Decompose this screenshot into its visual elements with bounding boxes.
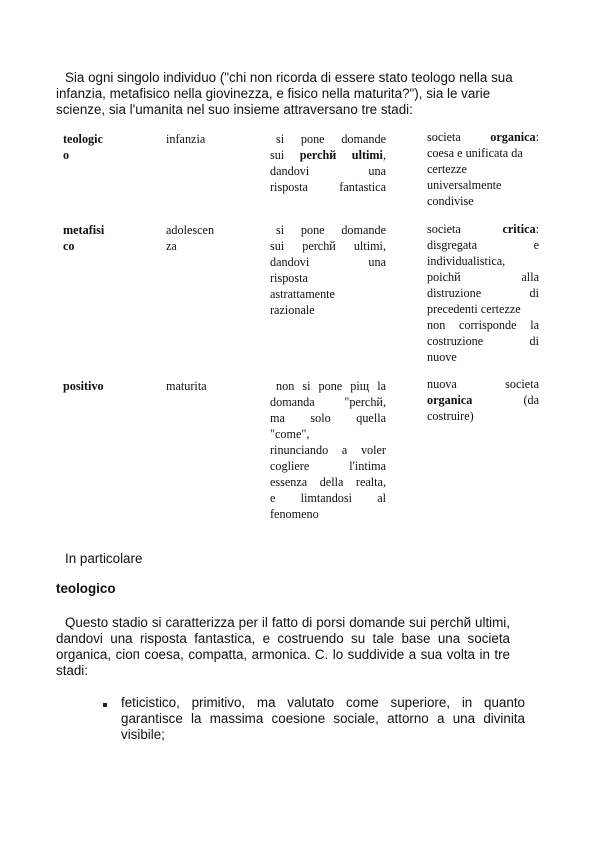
- stage-description-teologico: si pone domande sui perchй ultimi, dandovi una risposta fantastica: [270, 132, 386, 194]
- stage-age-maturita: maturita: [166, 379, 207, 393]
- stage-name-teologico: teologic o: [63, 132, 103, 162]
- intro-paragraph: Sia ogni singolo individuo ("chi non ricorda di essere stato teologo nella sua infanzia, metafisico nella giovinezza, e fisico nella maturita?"), sia le varie scienze, sia l'umanita nel suo insieme attraversano tre stadi:: [56, 70, 513, 117]
- in-particolare-label: In particolare: [65, 551, 143, 566]
- stage-description-metafisico: si pone domande sui perchй ultimi, dandovi una risposta astrattamente razionale: [270, 223, 386, 317]
- stage-description-positivo: non si pone piщ la domanda "perchй, ma solo quella "come", rinunciando a voler cogliere l'intima essenza della realta, e limtandosi al fenomeno: [270, 379, 386, 521]
- bullet-item: feticistico, primitivo, ma valutato come superiore, in quanto garantisce la massima coesione sociale, attorno a una divinita visibile;: [121, 695, 525, 742]
- stage-age-adolescenza: adolescen za: [166, 223, 215, 253]
- stage-name-positivo: positivo: [63, 379, 104, 393]
- stage-society-teologico: societa organica: coesa e unificata da certezze universalmente condivise: [427, 130, 539, 208]
- stage-society-positivo: nuova societa organica (da costruire): [427, 377, 539, 423]
- stage-name-metafisico: metafisi co: [63, 223, 105, 253]
- stage-age-infanzia: infanzia: [166, 132, 206, 146]
- stage-society-metafisico: societa critica: disgregata e individualistica, poichй alla distruzione di precedenti certezze non corrisponde la costruzione di nuove: [427, 222, 539, 364]
- body-paragraph: Questo stadio si caratterizza per il fatto di porsi domande sui perchй ultimi, dandovi una risposta fantastica, e costruendo su tale base una societa organica, сіоп coesa, compatta, armonica. C. lo suddivide a sua volta in tre stadi:: [56, 615, 510, 678]
- bullet-icon: [103, 703, 107, 707]
- section-heading: teologico: [56, 581, 116, 596]
